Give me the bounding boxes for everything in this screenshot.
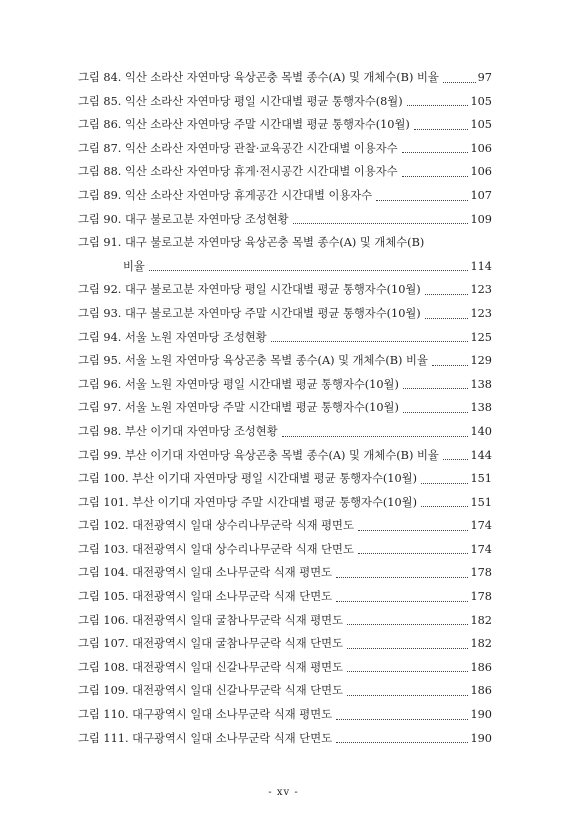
entry-page: 107 — [470, 188, 492, 202]
dot-leader — [149, 269, 469, 271]
entry-title: 그림 97. 서울 노원 자연마당 주말 시간대별 평균 통행자수(10월) — [78, 401, 399, 415]
dot-leader — [403, 411, 469, 413]
toc-entry — [78, 514, 492, 538]
entry-page: 138 — [470, 377, 492, 391]
dot-leader — [414, 128, 469, 130]
entry-page: 190 — [470, 708, 492, 722]
entry-title: 그림 111. 대구광역시 일대 소나무군락 식재 단면도 — [78, 731, 333, 745]
toc-entry — [78, 561, 492, 585]
toc-entry — [78, 373, 492, 397]
dot-leader — [425, 317, 469, 319]
dot-leader — [421, 482, 468, 484]
entry-page: 186 — [470, 660, 492, 674]
toc-entry — [78, 703, 492, 727]
entry-title: 그림 101. 부산 이기대 자연마당 주말 시간대별 평균 통행자수(10월) — [78, 495, 417, 509]
toc-entry — [78, 727, 492, 751]
entry-title: 그림 90. 대구 불로고분 자연마당 조성현황 — [78, 212, 289, 226]
toc-entry — [78, 349, 492, 373]
entry-page: 174 — [470, 519, 492, 533]
entry-title: 그림 109. 대전광역시 일대 신갈나무군락 식재 단면도 — [78, 684, 343, 698]
toc-entry — [78, 160, 492, 184]
entry-title: 그림 104. 대전광역시 일대 소나무군락 식재 평면도 — [78, 566, 333, 580]
entry-title: 그림 92. 대구 불로고분 자연마당 평일 시간대별 평균 통행자수(10월) — [78, 283, 421, 297]
toc-entry — [78, 113, 492, 137]
entry-page: 151 — [470, 495, 492, 509]
toc-entry — [78, 208, 492, 232]
dot-leader — [336, 718, 468, 720]
dot-leader — [282, 435, 469, 437]
dot-leader — [402, 151, 469, 153]
dot-leader — [336, 576, 468, 578]
toc-entry — [78, 585, 492, 609]
entry-page: 97 — [477, 71, 492, 84]
toc-entry — [78, 255, 492, 279]
entry-title: 그림 102. 대전광역시 일대 상수리나무군락 식재 평면도 — [78, 519, 354, 533]
entry-title: 그림 98. 부산 이기대 자연마당 조성현황 — [78, 424, 278, 438]
dot-leader — [358, 529, 469, 531]
entry-page: 178 — [470, 566, 492, 580]
dot-leader — [376, 199, 468, 201]
toc-entry — [78, 467, 492, 491]
toc-entry — [78, 66, 492, 90]
toc-entry — [78, 679, 492, 703]
dot-leader — [347, 623, 468, 625]
entry-page: 129 — [470, 354, 492, 368]
entry-title: 그림 99. 부산 이기대 자연마당 육상곤충 목별 종수(A) 및 개체수(B) 비율 — [78, 448, 439, 462]
entry-title: 그림 107. 대전광역시 일대 굴참나무군락 식재 단면도 — [78, 637, 343, 651]
dot-leader — [336, 741, 468, 743]
dot-leader — [403, 387, 469, 389]
toc-entry — [78, 656, 492, 680]
entry-page: 105 — [470, 118, 492, 132]
entry-page: 182 — [470, 613, 492, 627]
entry-title: 그림 93. 대구 불로고분 자연마당 주말 시간대별 평균 통행자수(10월) — [78, 306, 421, 320]
toc-entry — [78, 278, 492, 302]
entry-title: 그림 86. 익산 소라산 자연마당 주말 시간대별 평균 통행자수(10월) — [78, 118, 410, 132]
toc-entry — [78, 444, 492, 468]
toc-entry — [78, 609, 492, 633]
entry-page: 123 — [470, 306, 492, 320]
dot-leader — [347, 670, 468, 672]
entry-title: 그림 85. 익산 소라산 자연마당 평일 시간대별 평균 통행자수(8월) — [78, 94, 403, 108]
entry-title: 그림 84. 익산 소라산 자연마당 육상곤충 목별 종수(A) 및 개체수(B) 비율 — [78, 71, 439, 84]
entry-page: 114 — [470, 259, 492, 273]
entry-page: 105 — [470, 94, 492, 108]
entry-title: 그림 108. 대전광역시 일대 신갈나무군락 식재 평면도 — [78, 660, 343, 674]
entry-title: 그림 105. 대전광역시 일대 소나무군락 식재 단면도 — [78, 590, 333, 604]
toc-entry — [78, 302, 492, 326]
toc-entry — [78, 538, 492, 562]
dot-leader — [347, 694, 468, 696]
page-number: - xv - — [268, 787, 299, 798]
entry-page: 186 — [470, 684, 492, 698]
entry-page: 106 — [470, 141, 492, 155]
entry-title: 그림 110. 대구광역시 일대 소나무군락 식재 평면도 — [78, 708, 333, 722]
dot-leader — [443, 458, 469, 460]
toc-entry — [78, 137, 492, 161]
entry-page: 182 — [470, 637, 492, 651]
entry-title: 그림 88. 익산 소라산 자연마당 휴게·전시공간 시간대별 이용자수 — [78, 165, 398, 179]
entry-title: 그림 95. 서울 노원 자연마당 육상곤충 목별 종수(A) 및 개체수(B) 비율 — [78, 354, 428, 368]
toc-entry — [78, 632, 492, 656]
dot-leader — [407, 104, 469, 106]
toc-entry — [78, 396, 492, 420]
entry-title: 그림 100. 부산 이기대 자연마당 평일 시간대별 평균 통행자수(10월) — [78, 472, 417, 486]
toc-entry — [78, 491, 492, 515]
entry-page: 178 — [470, 590, 492, 604]
toc-entry — [78, 420, 492, 444]
dot-leader — [402, 175, 469, 177]
dot-leader — [347, 647, 468, 649]
entry-page: 106 — [470, 165, 492, 179]
entry-title: 그림 103. 대전광역시 일대 상수리나무군락 식재 단면도 — [78, 542, 354, 556]
entry-title: 그림 89. 익산 소라산 자연마당 휴게공간 시간대별 이용자수 — [78, 188, 373, 202]
toc-entry — [78, 326, 492, 350]
entry-page: 125 — [470, 330, 492, 344]
entry-title: 그림 94. 서울 노원 자연마당 조성현황 — [78, 330, 267, 344]
dot-leader — [443, 81, 476, 83]
figure-list — [78, 66, 492, 750]
entry-title: 그림 87. 익산 소라산 자연마당 관찰·교육공간 시간대별 이용자수 — [78, 141, 398, 155]
entry-title: 비율 — [123, 259, 145, 273]
dot-leader — [358, 552, 469, 554]
entry-page: 123 — [470, 283, 492, 297]
entry-page: 190 — [470, 731, 492, 745]
entry-page: 144 — [470, 448, 492, 462]
toc-entry — [78, 90, 492, 114]
dot-leader — [425, 293, 469, 295]
entry-title-line1: 그림 91. 대구 불로고분 자연마당 육상곤충 목별 종수(A) 및 개체수(B) — [78, 236, 425, 250]
dot-leader — [293, 222, 469, 224]
entry-page: 109 — [470, 212, 492, 226]
entry-page: 174 — [470, 542, 492, 556]
dot-leader — [271, 340, 469, 342]
dot-leader — [336, 600, 468, 602]
toc-entry — [78, 184, 492, 208]
dot-leader — [421, 505, 468, 507]
entry-title: 그림 106. 대전광역시 일대 굴참나무군락 식재 평면도 — [78, 613, 343, 627]
entry-title: 그림 96. 서울 노원 자연마당 평일 시간대별 평균 통행자수(10월) — [78, 377, 399, 391]
dot-leader — [432, 364, 469, 366]
entry-page: 140 — [470, 424, 492, 438]
entry-page: 151 — [470, 472, 492, 486]
entry-page: 138 — [470, 401, 492, 415]
